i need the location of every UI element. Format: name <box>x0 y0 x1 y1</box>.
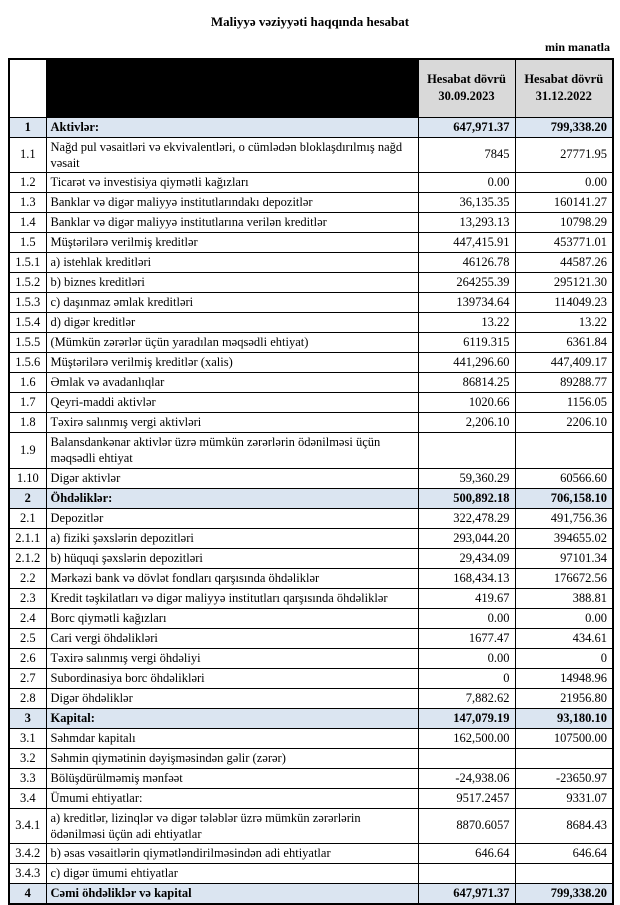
row-number: 1.5.1 <box>9 253 46 273</box>
row-value-period1: 29,434.09 <box>418 548 515 568</box>
row-value-period2: -23650.97 <box>515 768 613 788</box>
row-value-period2: 44587.26 <box>515 253 613 273</box>
row-number: 2.1.1 <box>9 528 46 548</box>
table-row <box>9 433 613 469</box>
unit-note: min manatla <box>544 40 610 54</box>
row-value-period2: 97101.34 <box>515 548 613 568</box>
row-value-period2: 107500.00 <box>515 728 613 748</box>
row-value-period2: 0 <box>515 648 613 668</box>
row-value-period1: 162,500.00 <box>418 728 515 748</box>
header-row <box>9 59 613 117</box>
row-number: 2.1.2 <box>9 548 46 568</box>
row-number: 2.2 <box>9 568 46 588</box>
row-value-period1: 46126.78 <box>418 253 515 273</box>
row-value-period2: 491,756.36 <box>515 508 613 528</box>
row-value-period1: 322,478.29 <box>418 508 515 528</box>
table-row <box>9 808 613 844</box>
row-value-period1: 2,206.10 <box>418 413 515 433</box>
row-value-period2 <box>515 433 613 469</box>
table-row <box>9 608 613 628</box>
row-value-period2: 1156.05 <box>515 393 613 413</box>
row-value-period1: 419.67 <box>418 588 515 608</box>
row-number: 3.4.3 <box>9 864 46 884</box>
table-row <box>9 628 613 648</box>
row-label: Nağd pul vəsaitləri və ekvivalentləri, o cümlədən bloklaşdırılmış nağd vəsait <box>46 137 418 173</box>
table-row <box>9 233 613 253</box>
section-row <box>9 117 613 137</box>
row-value-period1: 647,971.37 <box>418 117 515 137</box>
row-value-period1: 7,882.62 <box>418 688 515 708</box>
row-value-period1: 1020.66 <box>418 393 515 413</box>
row-value-period2: 394655.02 <box>515 528 613 548</box>
row-label: Ticarət və investisiya qiymətli kağızları <box>46 173 418 193</box>
row-value-period1: 147,079.19 <box>418 708 515 728</box>
row-value-period1: 8870.6057 <box>418 808 515 844</box>
table-body <box>9 117 613 904</box>
row-value-period2: 388.81 <box>515 588 613 608</box>
row-number: 2.8 <box>9 688 46 708</box>
row-value-period2: 0.00 <box>515 173 613 193</box>
row-value-period1: 86814.25 <box>418 373 515 393</box>
table-row <box>9 548 613 568</box>
row-value-period1: 168,434.13 <box>418 568 515 588</box>
row-number: 1.3 <box>9 193 46 213</box>
row-label: c) daşınmaz əmlak kreditləri <box>46 293 418 313</box>
row-number: 1.1 <box>9 137 46 173</box>
row-number: 3.2 <box>9 748 46 768</box>
row-value-period2: 295121.30 <box>515 273 613 293</box>
row-number: 1.5.4 <box>9 313 46 333</box>
row-value-period2: 89288.77 <box>515 373 613 393</box>
row-value-period1: 500,892.18 <box>418 488 515 508</box>
row-label: d) digər kreditlər <box>46 313 418 333</box>
header-period-1-label: Hesabat dövrü <box>427 72 506 87</box>
table-row <box>9 648 613 668</box>
row-number: 2.1 <box>9 508 46 528</box>
row-label: Bölüşdürülməmiş mənfəət <box>46 768 418 788</box>
row-label: Banklar və digər maliyyə institutlarındakı depozitlər <box>46 193 418 213</box>
row-value-period2: 114049.23 <box>515 293 613 313</box>
row-number: 1.4 <box>9 213 46 233</box>
row-number: 1.5.5 <box>9 333 46 353</box>
row-number: 3.4 <box>9 788 46 808</box>
row-label: Əmlak və avadanlıqlar <box>46 373 418 393</box>
financial-position-table <box>8 58 614 905</box>
row-value-period1: 293,044.20 <box>418 528 515 548</box>
row-value-period1: 447,415.91 <box>418 233 515 253</box>
section-row <box>9 884 613 904</box>
row-label: Təxirə salınmış vergi aktivləri <box>46 413 418 433</box>
row-value-period2: 60566.60 <box>515 468 613 488</box>
row-label: Təxirə salınmış vergi öhdəliyi <box>46 648 418 668</box>
row-number: 2 <box>9 488 46 508</box>
row-value-period1: 264255.39 <box>418 273 515 293</box>
table-row <box>9 273 613 293</box>
row-number: 1.5.3 <box>9 293 46 313</box>
table-row <box>9 788 613 808</box>
row-label: Aktivlər: <box>46 117 418 137</box>
row-label: a) istehlak kreditləri <box>46 253 418 273</box>
header-period-1-date: 30.09.2023 <box>438 89 495 104</box>
table-row <box>9 688 613 708</box>
row-label: Ümumi ehtiyatlar: <box>46 788 418 808</box>
row-value-period2: 21956.80 <box>515 688 613 708</box>
row-value-period2: 9331.07 <box>515 788 613 808</box>
row-value-period2: 453771.01 <box>515 233 613 253</box>
row-label: Balansdankənar aktivlər üzrə mümkün zərərlərin ödənilməsi üçün məqsədli ehtiyat <box>46 433 418 469</box>
row-label: Müştərilərə verilmiş kreditlər (xalis) <box>46 353 418 373</box>
row-label: Banklar və digər maliyyə institutlarına verilən kreditlər <box>46 213 418 233</box>
row-number: 1.10 <box>9 468 46 488</box>
table-row <box>9 373 613 393</box>
row-number: 2.7 <box>9 668 46 688</box>
table-row <box>9 568 613 588</box>
row-label: Depozitlər <box>46 508 418 528</box>
table-row <box>9 588 613 608</box>
table-row <box>9 393 613 413</box>
header-dark-cell <box>46 59 418 117</box>
row-value-period2: 2206.10 <box>515 413 613 433</box>
table-row <box>9 253 613 273</box>
row-label: Kapital: <box>46 708 418 728</box>
table-row <box>9 844 613 864</box>
row-label: Müştərilərə verilmiş kreditlər <box>46 233 418 253</box>
row-value-period1: 646.64 <box>418 844 515 864</box>
table-row <box>9 748 613 768</box>
section-row <box>9 708 613 728</box>
row-label: Öhdəliklər: <box>46 488 418 508</box>
header-period-2-date: 31.12.2022 <box>535 89 592 104</box>
table-row <box>9 413 613 433</box>
row-label: Subordinasiya borc öhdəlikləri <box>46 668 418 688</box>
row-label: a) kreditlər, lizinqlər və digər tələblər üzrə mümkün zərərlərin ödənilməsi üçün adi ehtiyatlar <box>46 808 418 844</box>
row-value-period2: 706,158.10 <box>515 488 613 508</box>
row-value-period2 <box>515 864 613 884</box>
row-value-period2: 434.61 <box>515 628 613 648</box>
row-value-period1: 6119.315 <box>418 333 515 353</box>
row-number: 1.2 <box>9 173 46 193</box>
table-row <box>9 333 613 353</box>
row-number: 3.4.2 <box>9 844 46 864</box>
row-value-period1: 59,360.29 <box>418 468 515 488</box>
row-value-period2: 160141.27 <box>515 193 613 213</box>
row-label: b) əsas vəsaitlərin qiymətləndirilməsindən adi ehtiyatlar <box>46 844 418 864</box>
row-value-period1: 13,293.13 <box>418 213 515 233</box>
row-value-period2: 27771.95 <box>515 137 613 173</box>
table-row <box>9 313 613 333</box>
row-label: Kredit təşkilatları və digər maliyyə institutları qarşısında öhdəliklər <box>46 588 418 608</box>
row-number: 1.5 <box>9 233 46 253</box>
row-number: 1.5.2 <box>9 273 46 293</box>
row-number: 3 <box>9 708 46 728</box>
row-value-period2: 799,338.20 <box>515 117 613 137</box>
row-label: Səhmdar kapitalı <box>46 728 418 748</box>
table-row <box>9 137 613 173</box>
table-row <box>9 353 613 373</box>
row-value-period1: 0.00 <box>418 648 515 668</box>
row-label: Digər öhdəliklər <box>46 688 418 708</box>
row-value-period2: 0.00 <box>515 608 613 628</box>
page-title: Maliyyə vəziyyəti haqqında hesabat <box>210 14 410 29</box>
row-value-period2: 646.64 <box>515 844 613 864</box>
row-label: Cəmi öhdəliklər və kapital <box>46 884 418 904</box>
row-value-period1: 647,971.37 <box>418 884 515 904</box>
row-number: 1.9 <box>9 433 46 469</box>
row-value-period1: -24,938.06 <box>418 768 515 788</box>
row-number: 1.8 <box>9 413 46 433</box>
row-value-period2: 6361.84 <box>515 333 613 353</box>
row-value-period2: 10798.29 <box>515 213 613 233</box>
header-period-1 <box>418 59 515 117</box>
table-row <box>9 528 613 548</box>
table-row <box>9 508 613 528</box>
table-row <box>9 768 613 788</box>
row-label: b) biznes kreditləri <box>46 273 418 293</box>
table-row <box>9 173 613 193</box>
row-number: 1.7 <box>9 393 46 413</box>
row-value-period2: 14948.96 <box>515 668 613 688</box>
row-label: Mərkəzi bank və dövlət fondları qarşısında öhdəliklər <box>46 568 418 588</box>
header-period-2-label: Hesabat dövrü <box>524 72 604 87</box>
row-value-period1: 9517.2457 <box>418 788 515 808</box>
row-number: 2.4 <box>9 608 46 628</box>
table-row <box>9 293 613 313</box>
row-value-period2: 93,180.10 <box>515 708 613 728</box>
row-value-period1 <box>418 864 515 884</box>
row-label: Qeyri-maddi aktivlər <box>46 393 418 413</box>
row-number: 1 <box>9 117 46 137</box>
row-value-period2: 447,409.17 <box>515 353 613 373</box>
row-label: (Mümkün zərərlər üçün yaradılan məqsədli ehtiyat) <box>46 333 418 353</box>
row-value-period1: 7845 <box>418 137 515 173</box>
row-label: Borc qiymətli kağızları <box>46 608 418 628</box>
row-value-period2: 799,338.20 <box>515 884 613 904</box>
row-value-period2: 176672.56 <box>515 568 613 588</box>
section-row <box>9 488 613 508</box>
table-row <box>9 193 613 213</box>
header-period-2 <box>515 59 613 117</box>
row-label: Cari vergi öhdəlikləri <box>46 628 418 648</box>
row-value-period1 <box>418 433 515 469</box>
row-value-period2: 8684.43 <box>515 808 613 844</box>
table-row <box>9 668 613 688</box>
row-number: 1.5.6 <box>9 353 46 373</box>
row-number: 3.1 <box>9 728 46 748</box>
row-value-period2: 13.22 <box>515 313 613 333</box>
row-value-period1: 0.00 <box>418 173 515 193</box>
row-value-period1: 441,296.60 <box>418 353 515 373</box>
row-value-period1: 0.00 <box>418 608 515 628</box>
row-label: b) hüquqi şəxslərin depozitləri <box>46 548 418 568</box>
table-row <box>9 728 613 748</box>
row-label: Səhmin qiymətinin dəyişməsindən gəlir (zərər) <box>46 748 418 768</box>
row-number: 2.3 <box>9 588 46 608</box>
row-value-period1: 1677.47 <box>418 628 515 648</box>
row-value-period2 <box>515 748 613 768</box>
row-number: 4 <box>9 884 46 904</box>
table-row <box>9 213 613 233</box>
row-label: c) digər ümumi ehtiyatlar <box>46 864 418 884</box>
row-number: 3.3 <box>9 768 46 788</box>
row-value-period1: 139734.64 <box>418 293 515 313</box>
row-number: 1.6 <box>9 373 46 393</box>
row-number: 3.4.1 <box>9 808 46 844</box>
table-row <box>9 468 613 488</box>
row-value-period1: 36,135.35 <box>418 193 515 213</box>
row-label: Digər aktivlər <box>46 468 418 488</box>
row-value-period1: 0 <box>418 668 515 688</box>
header-corner-cell <box>9 59 46 117</box>
row-value-period1: 13.22 <box>418 313 515 333</box>
table-row <box>9 864 613 884</box>
row-label: a) fiziki şəxslərin depozitləri <box>46 528 418 548</box>
row-number: 2.5 <box>9 628 46 648</box>
row-value-period1 <box>418 748 515 768</box>
row-number: 2.6 <box>9 648 46 668</box>
